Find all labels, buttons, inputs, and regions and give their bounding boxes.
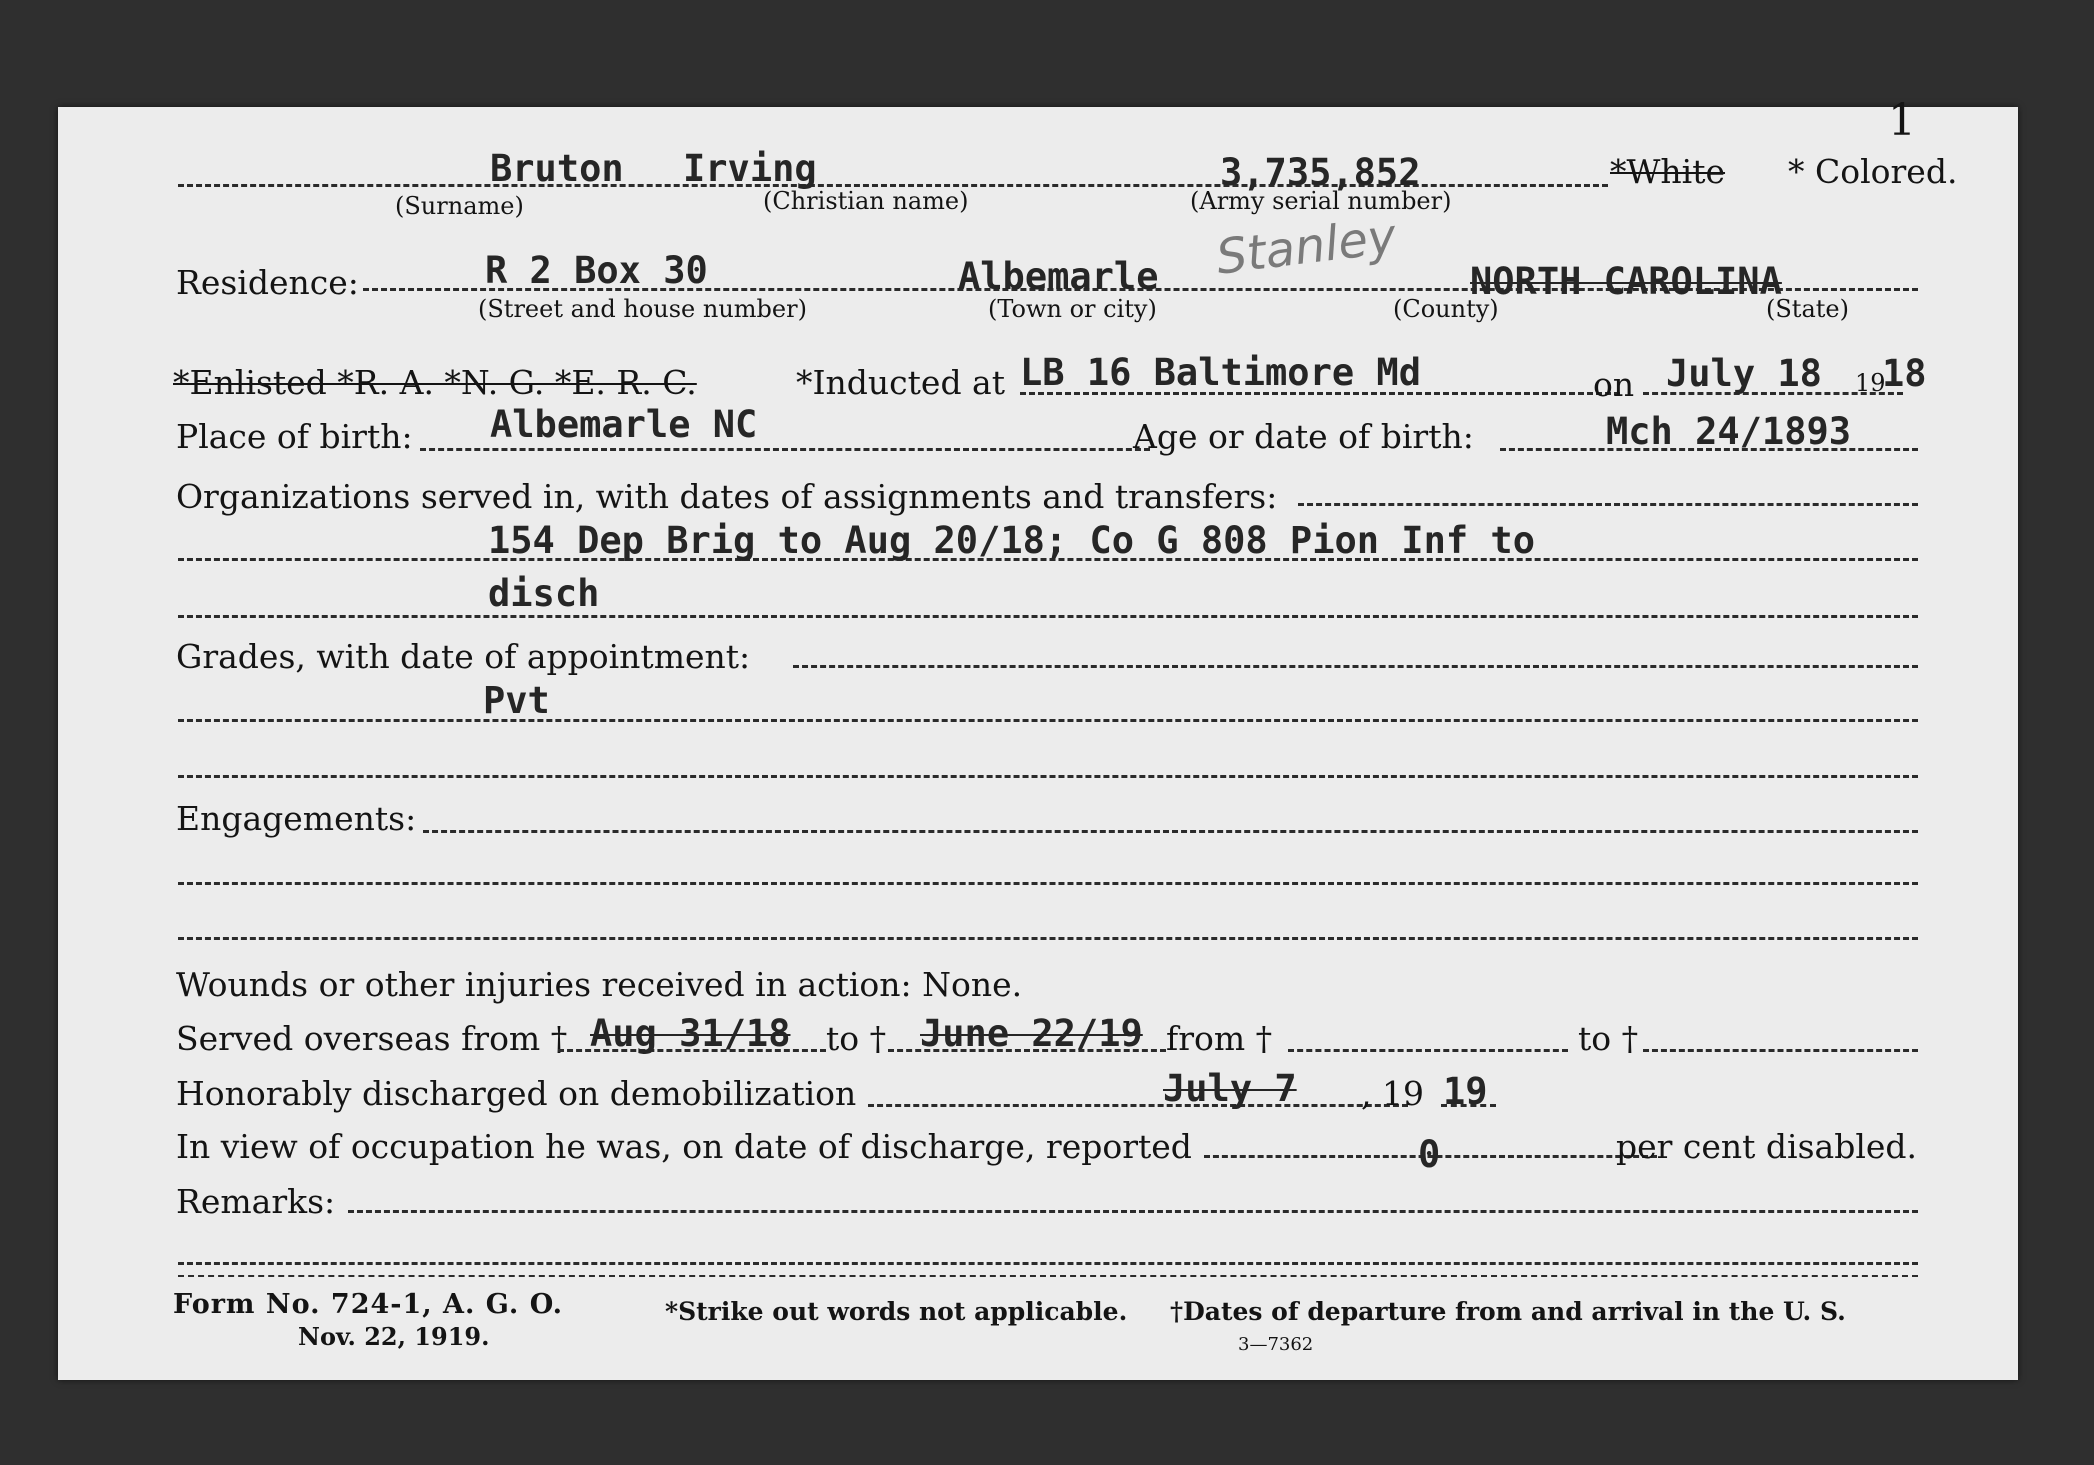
organizations-line-2 xyxy=(178,615,1918,618)
race-colored-option: * Colored. xyxy=(1788,152,1958,191)
wounds-label: Wounds or other injuries received in action: None. xyxy=(176,965,1023,1004)
overseas-label: Served overseas from † xyxy=(176,1019,568,1058)
remarks-line-1 xyxy=(178,1262,1918,1265)
organizations-line-0 xyxy=(1298,503,1918,506)
town-value: Albemarle xyxy=(958,255,1159,298)
grades-line-2 xyxy=(178,775,1918,778)
state-value: NORTH CAROLINA xyxy=(1470,260,1782,303)
overseas-from2-line xyxy=(1288,1049,1568,1052)
grades-label: Grades, with date of appointment: xyxy=(176,637,751,676)
remarks-line-0 xyxy=(348,1210,1918,1213)
overseas-to2-line xyxy=(1643,1049,1918,1052)
organizations-line1-value: 154 Dep Brig to Aug 20/18; Co G 808 Pion Inf to xyxy=(488,519,1535,562)
grade-value: Pvt xyxy=(483,679,550,722)
birth-date-label: Age or date of birth: xyxy=(1133,417,1474,456)
overseas-to-label: to † xyxy=(826,1019,887,1058)
engagements-line-2 xyxy=(178,937,1918,940)
christian-name-value: Irving xyxy=(683,147,817,190)
birth-place-label: Place of birth: xyxy=(176,417,413,456)
enlisted-options: *Enlisted *R. A. *N. G. *E. R. C. xyxy=(173,363,697,402)
birth-place-value: Albemarle NC xyxy=(490,403,758,446)
inducted-place-value: LB 16 Baltimore Md xyxy=(1020,351,1421,394)
county-handwritten: Stanley xyxy=(1213,208,1400,286)
disability-percent-value: 0 xyxy=(1418,1133,1441,1176)
remarks-line-2 xyxy=(178,1275,1918,1277)
surname-value: Bruton xyxy=(490,147,624,190)
overseas-to2-label: to † xyxy=(1578,1019,1639,1058)
inducted-year-suffix: 18 xyxy=(1882,352,1927,395)
serial-number-value: 3,735,852 xyxy=(1220,151,1421,194)
race-white-option: *White xyxy=(1610,152,1726,191)
organizations-label: Organizations served in, with dates of assignments and transfers: xyxy=(176,477,1278,516)
caption-county: (County) xyxy=(1393,295,1499,323)
inducted-year-prefix: 19 xyxy=(1855,369,1886,397)
form-date: Nov. 22, 1919. xyxy=(298,1322,490,1351)
organizations-line2-value: disch xyxy=(488,572,600,615)
inducted-date-value: July 18 xyxy=(1666,352,1822,395)
service-record-card xyxy=(58,95,2018,1380)
overseas-from-value: Aug 31/18 xyxy=(590,1012,791,1055)
caption-state: (State) xyxy=(1766,295,1849,323)
corner-mark: 1 xyxy=(1888,95,1916,146)
overseas-to-value: June 22/19 xyxy=(920,1012,1143,1055)
caption-christian: (Christian name) xyxy=(763,187,969,215)
caption-surname: (Surname) xyxy=(395,192,524,220)
remarks-label: Remarks: xyxy=(176,1182,336,1221)
grades-line-0 xyxy=(793,665,1918,668)
birth-place-line xyxy=(420,448,1150,451)
engagements-line-1 xyxy=(178,882,1918,885)
engagements-line-0 xyxy=(423,830,1918,833)
residence-label: Residence: xyxy=(176,263,359,302)
engagements-label: Engagements: xyxy=(176,799,417,838)
discharged-label: Honorably discharged on demobilization xyxy=(176,1074,857,1113)
grades-line-1 xyxy=(178,719,1918,722)
on-label: on xyxy=(1593,365,1635,404)
discharge-date-line xyxy=(868,1104,1408,1107)
caption-serial: (Army serial number) xyxy=(1190,187,1452,215)
print-code: 3—7362 xyxy=(1238,1334,1314,1355)
caption-town: (Town or city) xyxy=(988,295,1157,323)
inducted-label: *Inducted at xyxy=(796,363,1005,402)
birth-date-value: Mch 24/1893 xyxy=(1606,410,1852,453)
disability-suffix: per cent disabled. xyxy=(1616,1127,1918,1166)
street-value: R 2 Box 30 xyxy=(485,249,708,292)
caption-street: (Street and house number) xyxy=(478,295,807,323)
discharge-year-suffix: 19 xyxy=(1443,1070,1488,1113)
form-number: Form No. 724-1, A. G. O. xyxy=(173,1289,564,1320)
disability-label: In view of occupation he was, on date of discharge, reported xyxy=(176,1127,1192,1166)
note-dates: †Dates of departure from and arrival in the U. S. xyxy=(1170,1297,1846,1326)
discharge-year-prefix: , 19 xyxy=(1361,1074,1424,1113)
note-strike: *Strike out words not applicable. xyxy=(665,1297,1128,1326)
discharge-date-value: July 7 xyxy=(1163,1067,1297,1110)
overseas-from2-label: from † xyxy=(1166,1019,1273,1058)
